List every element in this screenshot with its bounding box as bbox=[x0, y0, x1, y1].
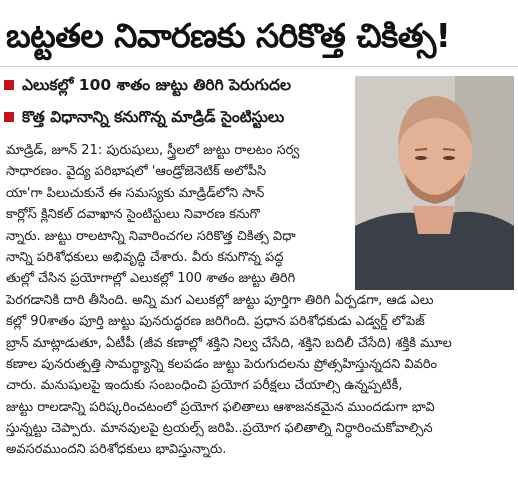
headline: బట్టతల నివారణకు సరికొత్త చికిత్స! bbox=[6, 16, 451, 55]
body-line: కల్లో 90శాతం పూర్తి జుట్టు పునరుద్ధరణ జరిగింది. ప్రధాన పరిశోధకుడు ఎడ్వర్డ్ లోపెజ్ bbox=[6, 314, 425, 330]
body-line: యా'గా పిలుచుకునే ఈ సమస్యకు మాడ్రిడ్‌లోని సాన్ bbox=[6, 185, 265, 201]
body-line: బ్రాన్ మాట్లాడుతూ, ఏటీపీ (జీవ కణాల్లో శక్తిని నిల్వ చేసేది, శక్తిని బదిలీ చేసేది) శక్తికి మూల bbox=[6, 335, 452, 351]
body-line: నాన్ని పరిశోధకులు అభివృద్ధి చేశారు. వీరు కనుగొన్న పద్ధ bbox=[6, 249, 284, 265]
body-line: కణాల పునరుత్పత్తి సామర్థ్యాన్ని కలపడం జుట్టు పెరుగుదలను ప్రోత్సహిస్తున్నదని వివరిం bbox=[6, 356, 438, 372]
article-body bbox=[6, 140, 512, 461]
bullet-square-icon bbox=[4, 80, 14, 90]
body-line: తుల్లో చేసిన ప్రయోగాల్లో ఎలుకల్లో 100 శాతం జుట్టు తిరిగి bbox=[6, 271, 296, 287]
body-line: అవసరముందని పరిశోధకులు భావిస్తున్నారు. bbox=[6, 442, 227, 458]
divider bbox=[0, 66, 518, 67]
body-line: చారు. మనుషులపై ఇందుకు సంబంధించి ప్రయోగ పరీక్షలు చేయాల్సి ఉన్నప్పటికీ, bbox=[6, 378, 403, 394]
body-line: జుట్టు రాలడాన్ని పరిష్కరించటంలో ప్రయోగ ఫలితాలు ఆశాజనకమైన ముందడుగా భావి bbox=[6, 399, 435, 415]
bullet-square-icon bbox=[4, 112, 14, 122]
body-line: కార్లోస్ క్లినికల్ దవాఖాన సైంటిస్టులు నివారణ కనుగొ bbox=[6, 207, 260, 223]
subheading-2-text: కొత్త విధానాన్ని కనుగొన్న మాడ్రిడ్ సైంటిస్టులు bbox=[22, 108, 285, 126]
subheading-2 bbox=[0, 102, 350, 132]
subheading-1 bbox=[0, 70, 350, 100]
body-line: సాధారణం. వైద్య పరిభాషలో 'ఆండ్రోజెనెటిక్ అలోపీసి bbox=[6, 164, 267, 180]
body-line: పెరగడానికి దారి తీసింది. అన్ని మగ ఎలుకల్లో జుట్టు పూర్తిగా తిరిగి ఏర్పడగా, ఆడ ఎలు bbox=[6, 292, 434, 308]
subheading-1-text: ఎలుకల్లో 100 శాతం జుట్టు తిరిగి పెరుగుదల bbox=[22, 76, 291, 94]
body-line: న్నారు. జుట్టు రాలటాన్ని నివారించగల సరికొత్త చికిత్స విధా bbox=[6, 228, 296, 244]
body-line: మాడ్రిడ్, జూన్ 21: పురుషులు, స్త్రీలలో జుట్టు రాలటం సర్వ bbox=[6, 143, 300, 158]
body-line: స్తున్నట్టు చెప్పారు. మానవులపై ట్రయల్స్ జరిపి..ప్రయోగ ఫలితాల్ని నిర్ధారించుకోవాల్సిన bbox=[6, 421, 433, 437]
